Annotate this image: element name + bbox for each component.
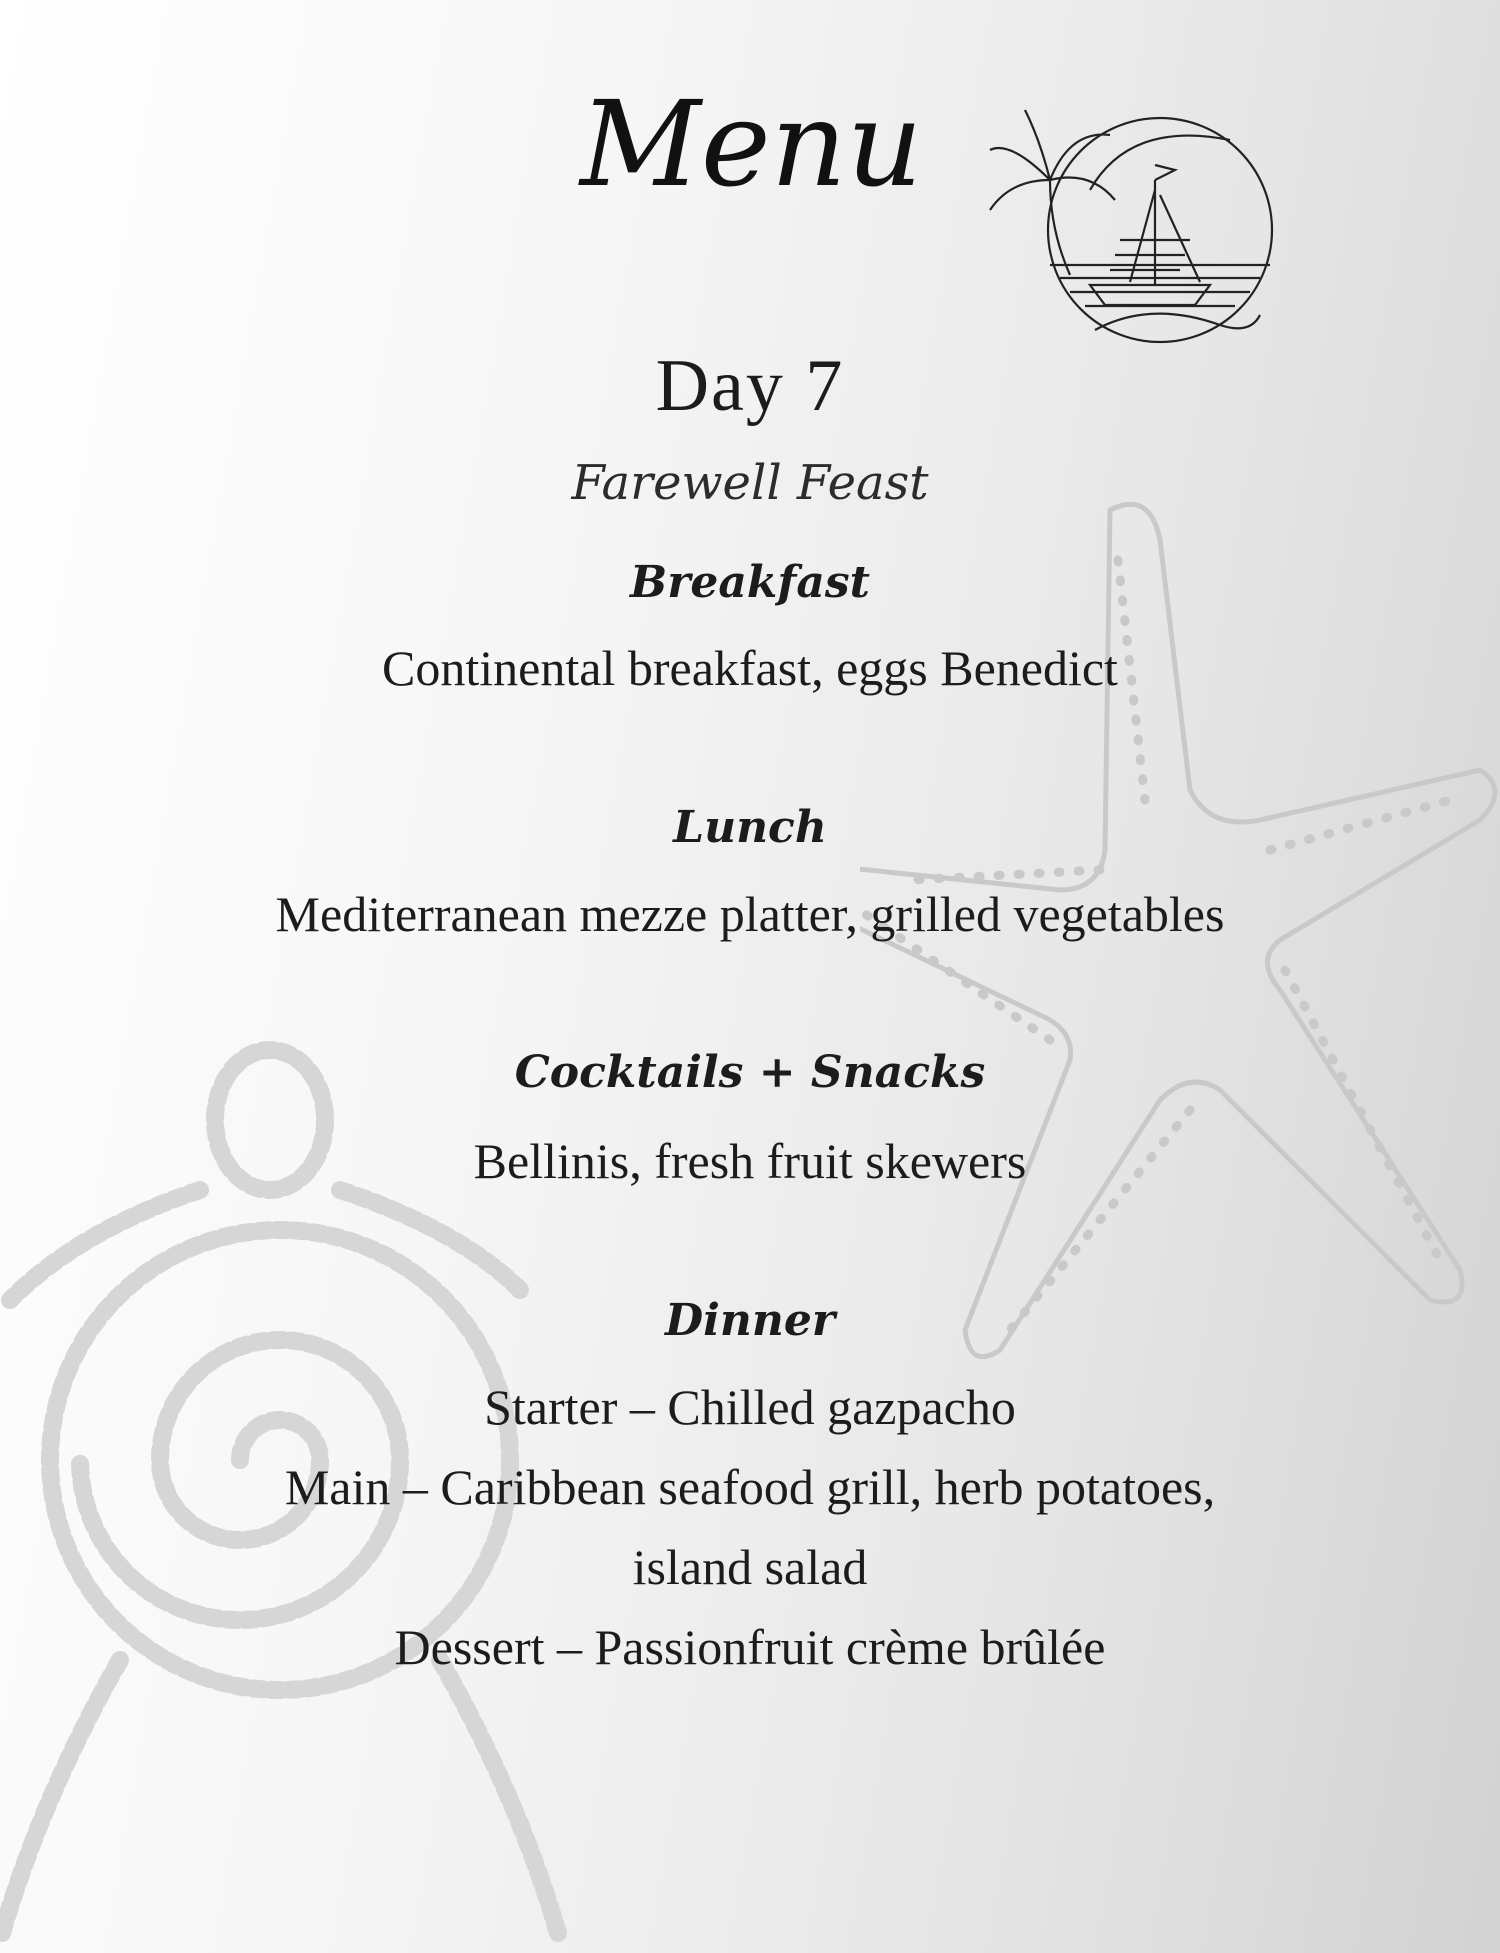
menu-title: Menu <box>580 75 923 213</box>
meal-line: Starter – Chilled gazpacho <box>484 1379 1016 1435</box>
menu-subtitle: Farewell Feast <box>571 455 929 511</box>
meal-heading-breakfast: Breakfast <box>630 557 870 608</box>
meal-heading-dinner: Dinner <box>664 1295 836 1346</box>
palm-and-sailboat-icon <box>990 110 1272 342</box>
meal-line: Bellinis, fresh fruit skewers <box>473 1133 1027 1189</box>
day-title: Day 7 <box>655 345 845 427</box>
meal-heading-lunch: Lunch <box>673 802 827 853</box>
dinner-lines <box>0 1367 1500 1687</box>
meal-heading-cocktails-snacks: Cocktails + Snacks <box>514 1047 986 1098</box>
meal-line: Dessert – Passionfruit crème brûlée <box>394 1619 1106 1675</box>
meal-line: Main – Caribbean seafood grill, herb potatoes, <box>284 1459 1216 1515</box>
menu-logo <box>570 60 1320 380</box>
meal-line: Mediterranean mezze platter, grilled vegetables <box>275 886 1225 942</box>
meal-line: island salad <box>632 1539 868 1595</box>
meal-line: Continental breakfast, eggs Benedict <box>382 640 1118 696</box>
